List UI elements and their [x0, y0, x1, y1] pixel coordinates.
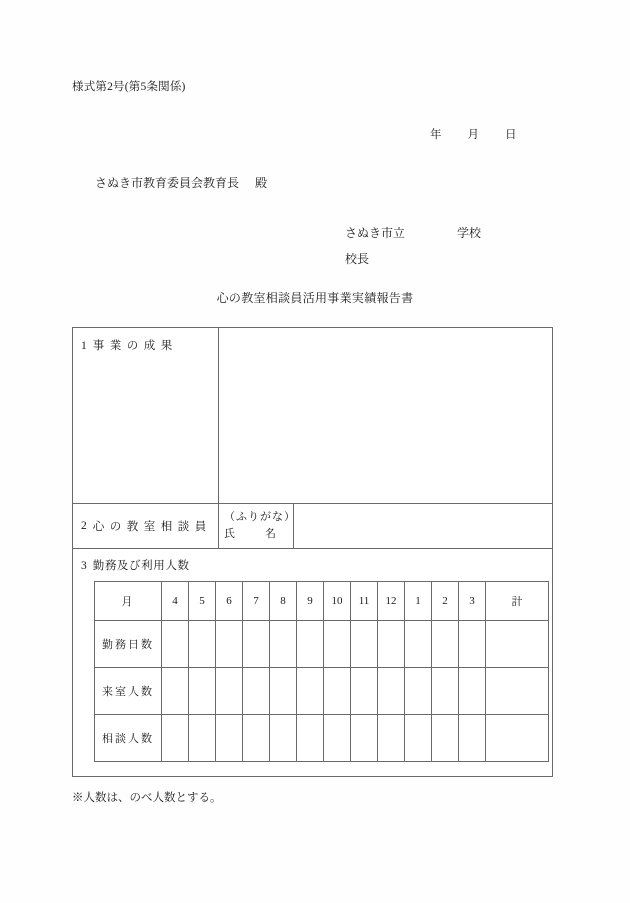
- attendance-month-header-9: 9: [297, 582, 324, 621]
- sender-organization-prefix: さぬき市立: [345, 226, 406, 240]
- attendance-cell-r0-m6[interactable]: [216, 621, 243, 668]
- attendance-row-label: 来室人数: [95, 668, 162, 715]
- attendance-month-header-1: 1: [405, 582, 432, 621]
- attendance-cell-r1-m4[interactable]: [162, 668, 189, 715]
- attendance-cell-r2-m2[interactable]: [432, 715, 459, 762]
- name-label: [224, 526, 293, 543]
- form-number: 様式第2号(第5条関係): [72, 81, 186, 93]
- attendance-cell-r0-m1[interactable]: [405, 621, 432, 668]
- attendance-total-cell-r0[interactable]: [486, 621, 549, 668]
- section-results-entry-field[interactable]: [219, 328, 552, 503]
- section-attendance-label: [73, 557, 552, 573]
- section-counselor-label-text: 心の教室相談員: [92, 521, 212, 533]
- section-attendance-row: [73, 549, 552, 776]
- attendance-cell-r1-m3[interactable]: [459, 668, 486, 715]
- attendance-total-header: 計: [486, 582, 549, 621]
- counselor-name-entry-field[interactable]: [294, 504, 552, 548]
- sender-organization-suffix: 学校: [457, 226, 482, 240]
- section-attendance-number: 3: [81, 560, 87, 572]
- attendance-month-header-5: 5: [189, 582, 216, 621]
- table-row: [95, 621, 549, 668]
- attendance-cell-r2-m9[interactable]: [297, 715, 324, 762]
- section-counselor-row: [73, 504, 552, 549]
- attendance-cell-r1-m8[interactable]: [270, 668, 297, 715]
- attendance-cell-r1-m2[interactable]: [432, 668, 459, 715]
- attendance-cell-r0-m7[interactable]: [243, 621, 270, 668]
- section-counselor-label: [73, 504, 219, 548]
- attendance-cell-r1-m6[interactable]: [216, 668, 243, 715]
- sender-role: 校長: [345, 252, 370, 266]
- attendance-cell-r2-m6[interactable]: [216, 715, 243, 762]
- attendance-cell-r0-m5[interactable]: [189, 621, 216, 668]
- attendance-month-header-8: 8: [270, 582, 297, 621]
- sender-organization: [345, 220, 481, 246]
- section-results-row: [73, 328, 552, 504]
- attendance-cell-r2-m5[interactable]: [189, 715, 216, 762]
- attendance-month-header-7: 7: [243, 582, 270, 621]
- name-label-first: 氏: [224, 528, 235, 540]
- attendance-month-header-12: 12: [378, 582, 405, 621]
- date-day-label: 日: [505, 129, 517, 141]
- attendance-cell-r0-m8[interactable]: [270, 621, 297, 668]
- attendance-corner-label: 月: [95, 582, 162, 621]
- attendance-cell-r1-m5[interactable]: [189, 668, 216, 715]
- attendance-cell-r2-m1[interactable]: [405, 715, 432, 762]
- addressee-honorific: 殿: [255, 176, 268, 190]
- counselor-name-header: [219, 504, 294, 548]
- attendance-cell-r1-m9[interactable]: [297, 668, 324, 715]
- attendance-row-label: 相談人数: [95, 715, 162, 762]
- attendance-table: [94, 581, 549, 762]
- attendance-total-cell-r1[interactable]: [486, 668, 549, 715]
- attendance-cell-r0-m4[interactable]: [162, 621, 189, 668]
- attendance-cell-r0-m10[interactable]: [324, 621, 351, 668]
- attendance-month-header-3: 3: [459, 582, 486, 621]
- attendance-cell-r2-m12[interactable]: [378, 715, 405, 762]
- page-title: 心の教室相談員活用事業実績報告書: [216, 291, 414, 305]
- attendance-month-header-11: 11: [351, 582, 378, 621]
- attendance-cell-r0-m11[interactable]: [351, 621, 378, 668]
- attendance-cell-r2-m7[interactable]: [243, 715, 270, 762]
- attendance-month-header-4: 4: [162, 582, 189, 621]
- attendance-month-header-6: 6: [216, 582, 243, 621]
- section-results-label: [73, 328, 219, 503]
- date-year-label: 年: [430, 129, 442, 141]
- table-row: [95, 668, 549, 715]
- section-attendance-label-text: 勤務及び利用人数: [92, 560, 190, 572]
- attendance-row-label: 勤務日数: [95, 621, 162, 668]
- addressee-name: さぬき市教育委員会教育長: [95, 176, 240, 190]
- section-results-label-text: 事業の成果: [92, 340, 178, 352]
- attendance-cell-r0-m2[interactable]: [432, 621, 459, 668]
- name-label-second: 名: [265, 528, 276, 540]
- attendance-cell-r0-m12[interactable]: [378, 621, 405, 668]
- attendance-cell-r2-m11[interactable]: [351, 715, 378, 762]
- table-row: [95, 715, 549, 762]
- attendance-cell-r1-m7[interactable]: [243, 668, 270, 715]
- attendance-cell-r2-m10[interactable]: [324, 715, 351, 762]
- report-form-table: [72, 327, 553, 777]
- attendance-month-header-2: 2: [432, 582, 459, 621]
- attendance-cell-r1-m12[interactable]: [378, 668, 405, 715]
- attendance-cell-r1-m1[interactable]: [405, 668, 432, 715]
- attendance-cell-r1-m11[interactable]: [351, 668, 378, 715]
- addressee: [95, 174, 267, 191]
- attendance-total-cell-r2[interactable]: [486, 715, 549, 762]
- attendance-cell-r2-m3[interactable]: [459, 715, 486, 762]
- attendance-month-header-10: 10: [324, 582, 351, 621]
- attendance-cell-r2-m4[interactable]: [162, 715, 189, 762]
- attendance-header-row: [95, 582, 549, 621]
- attendance-cell-r0-m3[interactable]: [459, 621, 486, 668]
- section-results-number: 1: [81, 340, 87, 352]
- footnote: ※人数は、のべ人数とする。: [72, 792, 222, 804]
- date-month-label: 月: [467, 129, 479, 141]
- attendance-cell-r1-m10[interactable]: [324, 668, 351, 715]
- attendance-cell-r0-m9[interactable]: [297, 621, 324, 668]
- date-line: [430, 126, 517, 142]
- section-counselor-number: 2: [81, 520, 87, 532]
- attendance-cell-r2-m8[interactable]: [270, 715, 297, 762]
- sender-block: [345, 220, 481, 272]
- furigana-label: （ふりがな）: [224, 511, 296, 523]
- attendance-table-wrapper: [73, 581, 552, 762]
